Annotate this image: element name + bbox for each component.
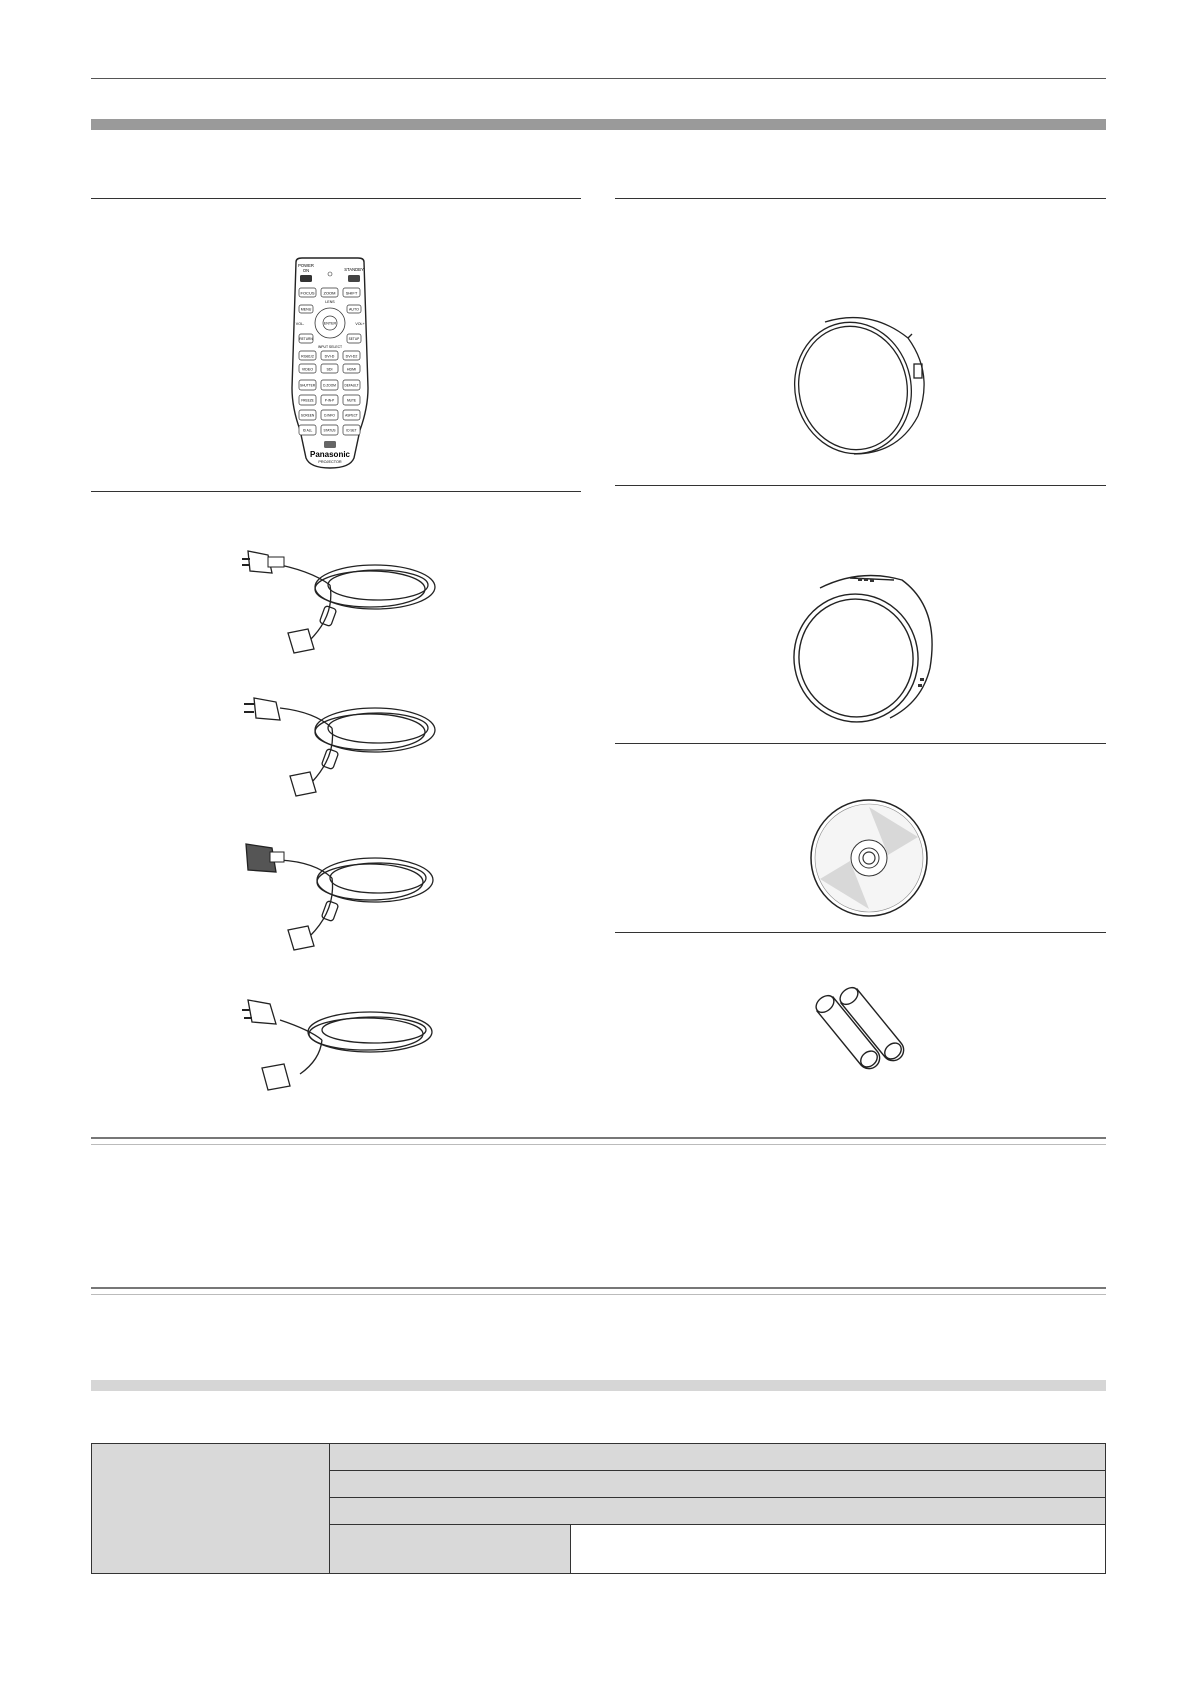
remote-power-on-button [300, 275, 312, 282]
remote-btn-zoom: ZOOM [323, 290, 336, 296]
remote-menu-label: MENU [300, 307, 312, 312]
lens-cap-illustration [790, 568, 940, 726]
remote-btn-rgb: RGB1/2 [301, 354, 314, 359]
remote-return-label: RETURN [299, 337, 313, 341]
remote-btn-pinp: P-IN-P [324, 398, 335, 403]
batteries-illustration [805, 993, 923, 1083]
remote-vol-minus: VOL- [295, 322, 305, 326]
remote-btn-video: VIDEO [301, 367, 314, 372]
remote-btn-dvi2: DVI-D2 [345, 354, 358, 359]
indian-plug [242, 1000, 276, 1024]
spec-table [91, 1443, 1106, 1574]
remote-btn-screen: SCREEN [300, 413, 315, 418]
item-divider-lens-cap [615, 485, 1106, 486]
remote-btn-aspect: ASPECT [345, 413, 358, 418]
remote-btn-shift: SHIFT [345, 290, 358, 296]
uk-plug [246, 844, 284, 872]
item-divider-remote [91, 198, 581, 199]
remote-power-label: POWER [298, 263, 314, 268]
remote-enter-label: ENTER [323, 321, 337, 326]
spec-table-cell [330, 1498, 1106, 1525]
remote-input-select-label: INPUT SELECT [317, 345, 343, 349]
remote-lens-label: LENS [325, 300, 335, 304]
remote-btn-freeze: FREEZE [301, 398, 314, 403]
power-cord-illustration [240, 990, 440, 1094]
item-divider-power-cord [91, 491, 581, 492]
schuko-plug [242, 551, 284, 573]
remote-standby-label: STANDBY [344, 267, 364, 272]
remote-btn-idset: ID SET [346, 428, 357, 433]
power-cord-illustration [240, 690, 440, 800]
remote-btn-mute: MUTE [346, 398, 357, 403]
power-cord-illustration [240, 838, 440, 954]
remote-on-label: ON [302, 268, 310, 273]
remote-auto-label: AUTO [349, 307, 359, 312]
remote-btn-sdi: SDI [326, 367, 333, 372]
remote-btn-focus: FOCUS [300, 290, 315, 296]
remote-btn-idall: ID ALL [302, 428, 313, 433]
remote-btn-dinfo: D.INFO [324, 413, 335, 418]
remote-setup-label: SETUP [348, 337, 360, 341]
remote-brand-logo: Panasonic [309, 450, 351, 459]
remote-btn-dzoom: D.ZOOM [323, 383, 336, 388]
subsection-header-bar [91, 1380, 1106, 1391]
spec-table-cell [330, 1471, 1106, 1498]
remote-control-illustration [290, 258, 370, 470]
remote-model-label: PROJECTOR [318, 460, 342, 464]
lens-cover-illustration [790, 308, 940, 458]
item-divider-cd-rom [615, 743, 1106, 744]
remote-btn-hdmi: HDMI [346, 367, 357, 372]
page-top-rule [91, 78, 1106, 79]
section-header-bar [91, 119, 1106, 130]
spec-table-cell [330, 1525, 571, 1574]
remote-standby-button [348, 275, 360, 282]
item-divider-lens-cover [615, 198, 1106, 199]
spec-table-cell [330, 1444, 1106, 1471]
remote-btn-status: STATUS [323, 428, 336, 433]
remote-btn-shutter: SHUTTER [299, 383, 316, 388]
remote-vol-plus: VOL+ [355, 322, 365, 326]
power-cord-illustration [240, 545, 440, 657]
spec-table-row-header [92, 1444, 330, 1574]
us-plug [244, 698, 280, 720]
spec-table-cell [571, 1525, 1106, 1574]
remote-btn-default: DEFAULT [344, 383, 359, 388]
section-double-rule [91, 1287, 1106, 1295]
remote-btn-dvi: DVI-D [324, 354, 335, 359]
cd-rom-illustration [808, 797, 930, 919]
item-divider-batteries [615, 932, 1106, 933]
section-double-rule [91, 1137, 1106, 1145]
